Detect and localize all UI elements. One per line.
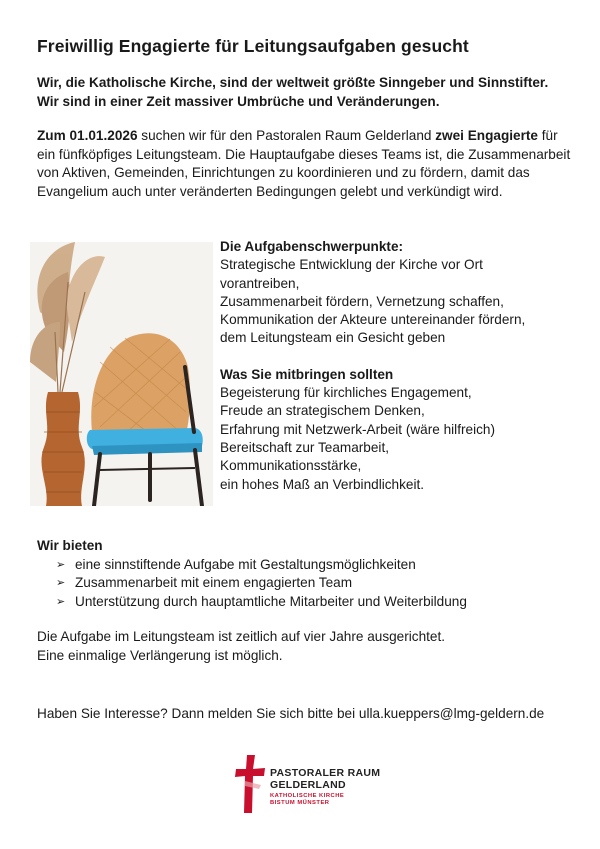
logo-sub-line: BISTUM MÜNSTER xyxy=(270,800,330,806)
intro-paragraph: Wir, die Katholische Kirche, sind der weltweit größte Sinngeber und Sinnstifter. Wir sind in einer Zeit massiver Umbrüche und Veränderungen. xyxy=(37,75,549,109)
para2-mid: suchen wir für den Pastoralen Raum Gelderland xyxy=(137,128,436,143)
chair-illustration xyxy=(30,242,213,506)
tasks-line: Strategische Entwicklung der Kirche vor Ort xyxy=(220,257,483,273)
arrow-bullet-icon: ➢ xyxy=(56,595,66,608)
closing-line: Eine einmalige Verlängerung ist möglich. xyxy=(37,647,283,663)
closing-paragraph xyxy=(37,628,572,665)
offer-item-text: eine sinnstiftende Aufgabe mit Gestaltungsmöglichkeiten xyxy=(75,557,416,572)
requirements-line: Begeisterung für kirchliches Engagement, xyxy=(220,385,472,401)
tasks-heading: Die Aufgabenschwerpunkte: xyxy=(220,239,404,254)
closing-line: Die Aufgabe im Leitungsteam ist zeitlich auf vier Jahre ausgerichtet. xyxy=(37,629,446,644)
requirements-line: Erfahrung mit Netzwerk-Arbeit (wäre hilfreich) xyxy=(220,421,495,437)
arrow-bullet-icon: ➢ xyxy=(56,577,66,590)
page-title: Freiwillig Engagierte für Leitungsaufgaben gesucht xyxy=(37,36,469,56)
cross-icon xyxy=(235,755,269,813)
list-item xyxy=(56,556,467,574)
offer-item-text: Unterstützung durch hauptamtliche Mitarbeiter und Weiterbildung xyxy=(75,593,467,609)
details-column xyxy=(220,238,570,494)
logo-line: PASTORALER RAUM xyxy=(270,767,381,779)
chair-photo xyxy=(30,242,213,506)
offer-heading: Wir bieten xyxy=(37,538,103,553)
logo-sub-line: KATHOLISCHE KIRCHE xyxy=(270,793,345,799)
requirements-heading: Was Sie mitbringen sollten xyxy=(220,366,394,382)
para2-rest: für ein fünfköpfiges Leitungsteam. Die Hauptaufgabe dieses Teams ist, die Zusammenarbeit von Aktiven, Gemeinden, Einrichtungen zu koordinieren und zu fördern, damit das Evangelium auch unter veränderten Bedingungen gelebt und verkündigt wird. xyxy=(37,128,571,199)
offer-list xyxy=(56,556,467,611)
tasks-line: Kommunikation der Akteure untereinander fördern, xyxy=(220,312,526,328)
tasks-line: dem Leitungsteam ein Gesicht geben xyxy=(220,330,446,346)
list-item xyxy=(56,574,467,592)
requirements-line: ein hohes Maß an Verbindlichkeit. xyxy=(220,476,425,492)
tasks-line: Zusammenarbeit fördern, Vernetzung schaffen, xyxy=(220,293,504,309)
requirements-line: Freude an strategischem Denken, xyxy=(220,403,425,419)
tasks-line: vorantreiben, xyxy=(220,275,300,291)
start-date: Zum 01.01.2026 xyxy=(37,128,138,143)
logo-title xyxy=(270,767,380,791)
list-item xyxy=(56,593,467,611)
positions-count: zwei Engagierte xyxy=(435,128,538,143)
offer-description-paragraph xyxy=(37,127,572,201)
contact-line: Haben Sie Interesse? Dann melden Sie sich bitte bei ulla.kueppers@lmg-geldern.de xyxy=(37,706,545,721)
logo xyxy=(235,755,395,813)
requirements-line: Kommunikationsstärke, xyxy=(220,458,362,474)
requirements-line: Bereitschaft zur Teamarbeit, xyxy=(220,439,389,455)
arrow-bullet-icon: ➢ xyxy=(56,559,66,571)
logo-line: GELDERLAND xyxy=(270,779,346,791)
logo-subtitle xyxy=(270,793,344,807)
offer-item-text: Zusammenarbeit mit einem engagierten Team xyxy=(75,575,353,591)
